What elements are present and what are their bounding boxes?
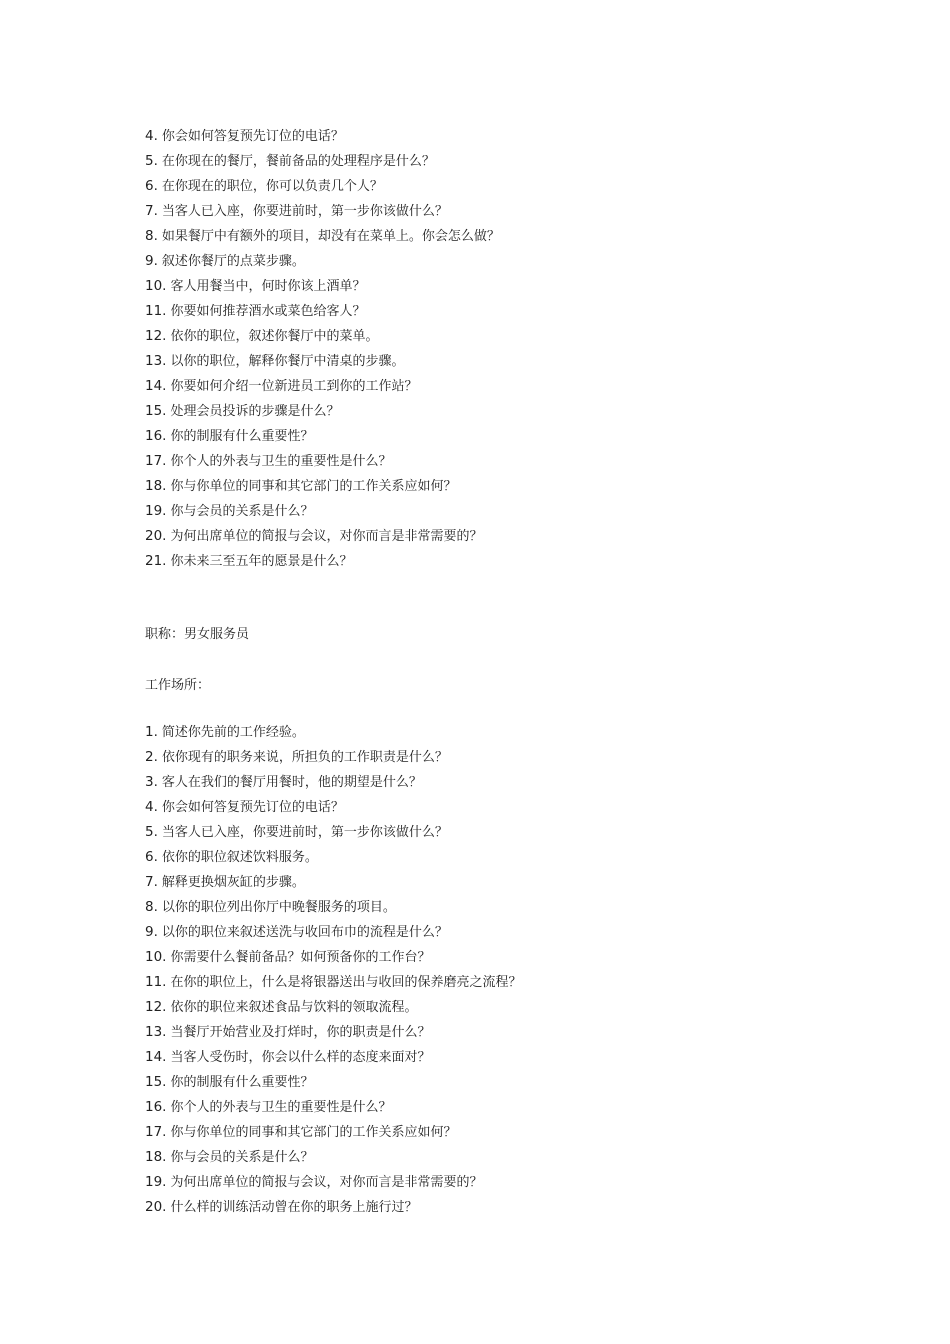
- question-item: [145, 174, 905, 199]
- question-text: 当客人已入座，你要进前时，第一步你该做什么？: [161, 204, 448, 219]
- question-text: 以你的职位，解释你餐厅中清桌的步骤。: [170, 354, 405, 369]
- question-item: [145, 870, 905, 895]
- question-item: [145, 274, 905, 299]
- question-item: [145, 820, 905, 845]
- meta-spacer: [145, 647, 905, 673]
- question-number: 5.: [145, 824, 158, 840]
- question-number: 4.: [145, 799, 158, 815]
- question-item: [145, 1170, 905, 1195]
- question-number: 11.: [145, 303, 167, 319]
- question-item: [145, 524, 905, 549]
- question-text: 客人用餐当中，何时你该上酒单？: [170, 279, 366, 294]
- question-number: 20.: [145, 1199, 167, 1215]
- question-number: 6.: [145, 178, 158, 194]
- question-number: 4.: [145, 128, 158, 144]
- question-text: 依你现有的职务来说，所担负的工作职责是什么？: [161, 750, 448, 765]
- question-item: [145, 720, 905, 745]
- question-item: [145, 249, 905, 274]
- question-number: 9.: [145, 924, 158, 940]
- question-number: 21.: [145, 553, 167, 569]
- question-text: 你会如何答复预先订位的电话？: [161, 800, 344, 815]
- question-number: 5.: [145, 153, 158, 169]
- question-text: 依你的职位，叙述你餐厅中的菜单。: [170, 329, 379, 344]
- question-number: 7.: [145, 874, 158, 890]
- question-text: 你与会员的关系是什么？: [170, 504, 314, 519]
- question-item: [145, 1070, 905, 1095]
- question-number: 10.: [145, 278, 167, 294]
- question-item: [145, 1195, 905, 1220]
- question-number: 12.: [145, 328, 167, 344]
- question-item: [145, 399, 905, 424]
- question-text: 你与你单位的同事和其它部门的工作关系应如何？: [170, 479, 457, 494]
- question-text: 在你现在的职位，你可以负责几个人？: [161, 179, 383, 194]
- question-number: 13.: [145, 353, 167, 369]
- question-text: 当客人受伤时，你会以什么样的态度来面对？: [170, 1050, 431, 1065]
- question-number: 19.: [145, 1174, 167, 1190]
- question-number: 19.: [145, 503, 167, 519]
- question-item: [145, 895, 905, 920]
- document-page: [145, 124, 905, 1220]
- question-text: 简述你先前的工作经验。: [161, 725, 305, 740]
- question-item: [145, 1095, 905, 1120]
- question-number: 17.: [145, 453, 167, 469]
- question-number: 9.: [145, 253, 158, 269]
- workplace-label: 工作场所：: [145, 678, 211, 693]
- question-item: [145, 124, 905, 149]
- question-number: 8.: [145, 228, 158, 244]
- question-text: 处理会员投诉的步骤是什么？: [170, 404, 340, 419]
- question-item: [145, 424, 905, 449]
- question-item: [145, 499, 905, 524]
- question-text: 你需要什么餐前备品？如何预备你的工作台？: [170, 950, 431, 965]
- question-number: 16.: [145, 428, 167, 444]
- question-text: 你与你单位的同事和其它部门的工作关系应如何？: [170, 1125, 457, 1140]
- question-item: [145, 745, 905, 770]
- question-text: 如果餐厅中有额外的项目，却没有在菜单上。你会怎么做？: [161, 229, 500, 244]
- question-number: 16.: [145, 1099, 167, 1115]
- question-item: [145, 945, 905, 970]
- question-item: [145, 970, 905, 995]
- question-list-section-2: [145, 720, 905, 1220]
- question-item: [145, 1045, 905, 1070]
- question-text: 在你的职位上，什么是将银器送出与收回的保养磨亮之流程？: [170, 975, 522, 990]
- question-text: 客人在我们的餐厅用餐时，他的期望是什么？: [161, 775, 422, 790]
- question-item: [145, 199, 905, 224]
- question-item: [145, 374, 905, 399]
- question-text: 依你的职位叙述饮料服务。: [161, 850, 318, 865]
- question-text: 你与会员的关系是什么？: [170, 1150, 314, 1165]
- question-item: [145, 299, 905, 324]
- question-text: 为何出席单位的简报与会议，对你而言是非常需要的？: [170, 1175, 483, 1190]
- question-number: 15.: [145, 1074, 167, 1090]
- question-item: [145, 995, 905, 1020]
- list-spacer: [145, 698, 905, 720]
- question-item: [145, 324, 905, 349]
- question-item: [145, 770, 905, 795]
- question-text: 在你现在的餐厅，餐前备品的处理程序是什么？: [161, 154, 435, 169]
- question-number: 18.: [145, 478, 167, 494]
- question-item: [145, 224, 905, 249]
- question-number: 15.: [145, 403, 167, 419]
- question-text: 你会如何答复预先订位的电话？: [161, 129, 344, 144]
- question-text: 当客人已入座，你要进前时，第一步你该做什么？: [161, 825, 448, 840]
- question-number: 14.: [145, 378, 167, 394]
- question-number: 13.: [145, 1024, 167, 1040]
- question-text: 叙述你餐厅的点菜步骤。: [161, 254, 305, 269]
- question-text: 以你的职位来叙述送洗与收回布巾的流程是什么？: [161, 925, 448, 940]
- question-number: 3.: [145, 774, 158, 790]
- question-text: 你要如何介绍一位新进员工到你的工作站？: [170, 379, 418, 394]
- question-number: 1.: [145, 724, 158, 740]
- question-number: 8.: [145, 899, 158, 915]
- question-text: 以你的职位列出你厅中晚餐服务的项目。: [161, 900, 396, 915]
- question-list-section-1: [145, 124, 905, 574]
- question-item: [145, 1020, 905, 1045]
- question-number: 12.: [145, 999, 167, 1015]
- question-item: [145, 449, 905, 474]
- question-item: [145, 149, 905, 174]
- question-text: 当餐厅开始营业及打烊时，你的职责是什么？: [170, 1025, 431, 1040]
- question-number: 14.: [145, 1049, 167, 1065]
- question-text: 你未来三至五年的愿景是什么？: [170, 554, 353, 569]
- question-text: 你的制服有什么重要性？: [170, 1075, 314, 1090]
- question-number: 11.: [145, 974, 167, 990]
- question-text: 什么样的训练活动曾在你的职务上施行过？: [170, 1200, 418, 1215]
- question-text: 为何出席单位的简报与会议，对你而言是非常需要的？: [170, 529, 483, 544]
- question-item: [145, 549, 905, 574]
- question-item: [145, 349, 905, 374]
- question-number: 17.: [145, 1124, 167, 1140]
- question-number: 7.: [145, 203, 158, 219]
- question-item: [145, 795, 905, 820]
- question-number: 20.: [145, 528, 167, 544]
- question-item: [145, 845, 905, 870]
- question-text: 解释更换烟灰缸的步骤。: [161, 875, 305, 890]
- question-number: 10.: [145, 949, 167, 965]
- question-text: 你个人的外表与卫生的重要性是什么？: [170, 454, 392, 469]
- section-spacer: [145, 574, 905, 622]
- question-item: [145, 920, 905, 945]
- question-number: 2.: [145, 749, 158, 765]
- question-number: 18.: [145, 1149, 167, 1165]
- question-text: 你的制服有什么重要性？: [170, 429, 314, 444]
- question-item: [145, 1145, 905, 1170]
- question-number: 6.: [145, 849, 158, 865]
- job-title: 职称：男女服务员: [145, 627, 250, 642]
- question-item: [145, 1120, 905, 1145]
- question-text: 你要如何推荐酒水或菜色给客人？: [170, 304, 366, 319]
- question-text: 依你的职位来叙述食品与饮料的领取流程。: [170, 1000, 418, 1015]
- question-item: [145, 474, 905, 499]
- question-text: 你个人的外表与卫生的重要性是什么？: [170, 1100, 392, 1115]
